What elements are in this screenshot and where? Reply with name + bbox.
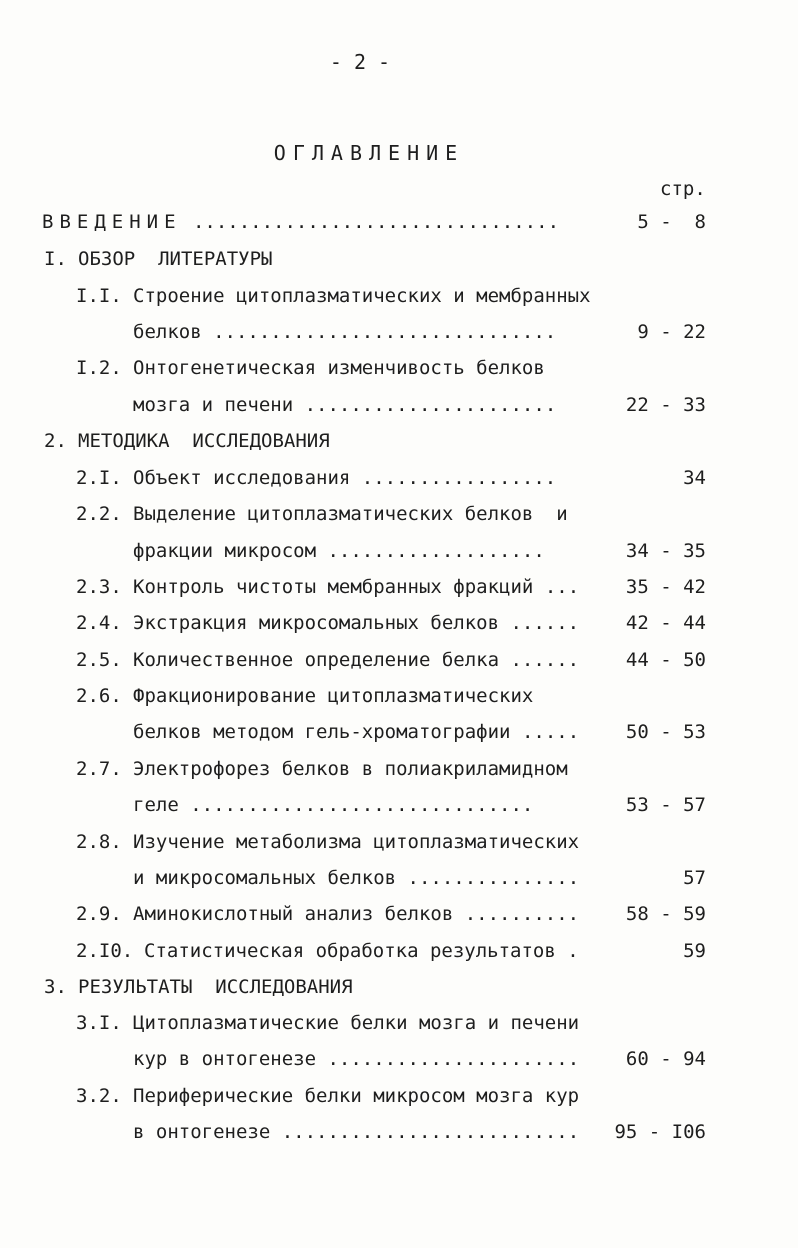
page-column-label: стр. xyxy=(660,178,706,200)
toc-line-text: кур в онтогенезе ...................... xyxy=(133,1048,580,1070)
toc-leader-dots: ................... xyxy=(316,540,545,562)
toc-line-text: Периферические белки микросом мозга кур xyxy=(133,1085,580,1107)
toc-line-text: Аминокислотный анализ белков .......... xyxy=(133,903,580,925)
toc-line xyxy=(0,869,798,893)
toc-line-number: 3. xyxy=(44,976,67,998)
document-title: ОГЛАВЛЕНИЕ xyxy=(273,141,465,165)
toc-line-text: Количественное определение белка ...... xyxy=(133,649,580,671)
toc-line xyxy=(0,1050,798,1074)
toc-page-range: 58 - 59 xyxy=(625,903,706,925)
toc-line-text: Изучение метаболизма цитоплазматических xyxy=(133,831,580,853)
toc-line-number: 2. xyxy=(44,430,67,452)
toc-line-number: 2.6. xyxy=(76,685,122,707)
toc-line xyxy=(0,359,798,383)
toc-page-range: 53 - 57 xyxy=(625,794,706,816)
toc-line xyxy=(0,323,798,347)
toc-line-text: белков методом гель-хроматографии ..... xyxy=(133,721,580,743)
toc-line-number: I.2. xyxy=(76,357,122,379)
toc-line-text: белков .............................. xyxy=(133,321,557,343)
toc-line-number: 3.I. xyxy=(76,1012,122,1034)
toc-line xyxy=(0,469,798,493)
toc-leader-dots: ...................... xyxy=(316,1048,580,1070)
toc-line-number: 2.5. xyxy=(76,649,122,671)
toc-line xyxy=(0,723,798,747)
toc-line-text: Выделение цитоплазматических белков и xyxy=(133,503,568,525)
toc-page-range: 22 - 33 xyxy=(625,394,706,416)
toc-page-range: 34 xyxy=(683,467,706,489)
toc-line-number: 2.7. xyxy=(76,758,122,780)
toc-leader-dots: ...... xyxy=(499,612,580,634)
toc-line xyxy=(0,942,798,966)
toc-leader-dots: .............................. xyxy=(178,794,534,816)
toc-line xyxy=(0,796,798,820)
toc-leader-dots: .......... xyxy=(453,903,580,925)
toc-line-text: Строение цитоплазматических и мембранных xyxy=(133,285,591,307)
toc-line-text: Онтогенетическая изменчивость белков xyxy=(133,357,545,379)
toc-line-text: Фракционирование цитоплазматических xyxy=(133,685,534,707)
toc-line-text: МЕТОДИКА ИССЛЕДОВАНИЯ xyxy=(78,430,330,452)
toc-leader-dots: ............... xyxy=(396,867,580,889)
toc-line-number: 2.2. xyxy=(76,503,122,525)
toc-line xyxy=(0,978,798,1002)
toc-leader-dots: ..... xyxy=(510,721,580,743)
toc-line-text: Электрофорез белков в полиакриламидном xyxy=(133,758,568,780)
toc-line-text: Контроль чистоты мембранных фракций ... xyxy=(133,576,580,598)
toc-page-range: 57 xyxy=(683,867,706,889)
toc-page-range: 9 - 22 xyxy=(637,321,706,343)
toc-line xyxy=(0,1014,798,1038)
toc-line-number: 2.3. xyxy=(76,576,122,598)
toc-line-text: мозга и печени ...................... xyxy=(133,394,557,416)
toc-line-number: I. xyxy=(44,248,67,270)
toc-line xyxy=(0,833,798,857)
toc-line-text: геле .............................. xyxy=(133,794,534,816)
toc-line xyxy=(0,760,798,784)
toc-line-number: 2.I0. xyxy=(76,940,134,962)
toc-line xyxy=(0,905,798,929)
toc-line-text: ОБЗОР ЛИТЕРАТУРЫ xyxy=(78,248,273,270)
toc-line-text: Статистическая обработка результатов . xyxy=(144,940,579,962)
toc-line-text: и микросомальных белков ............... xyxy=(133,867,580,889)
toc-line xyxy=(0,1123,798,1147)
toc-page-range: 50 - 53 xyxy=(625,721,706,743)
toc-page-range: 34 - 35 xyxy=(625,540,706,562)
toc-line xyxy=(0,213,798,237)
toc-line xyxy=(0,651,798,675)
toc-page-range: 95 - I06 xyxy=(614,1121,706,1143)
toc-line-number: 2.8. xyxy=(76,831,122,853)
toc-line xyxy=(0,396,798,420)
toc-line-number: 3.2. xyxy=(76,1085,122,1107)
toc-line-number: 2.9. xyxy=(76,903,122,925)
toc-line xyxy=(0,578,798,602)
toc-line-text: РЕЗУЛЬТАТЫ ИССЛЕДОВАНИЯ xyxy=(78,976,353,998)
toc-leader-dots: .............................. xyxy=(201,321,557,343)
toc-leader-dots: .......................... xyxy=(270,1121,580,1143)
toc-leader-dots: ................. xyxy=(350,467,557,489)
toc-leader-dots: ................................ xyxy=(181,211,560,233)
toc-line-number: 2.4. xyxy=(76,612,122,634)
toc-line xyxy=(0,432,798,456)
toc-line xyxy=(0,505,798,529)
toc-line-text: в онтогенезе .......................... xyxy=(133,1121,580,1143)
toc-page-range: 5 - 8 xyxy=(637,211,706,233)
toc-line xyxy=(0,250,798,274)
toc-line xyxy=(0,287,798,311)
toc-page-range: 44 - 50 xyxy=(625,649,706,671)
toc-page-range: 35 - 42 xyxy=(625,576,706,598)
toc-line-text: фракции микросом ................... xyxy=(133,540,545,562)
toc-line-number: I.I. xyxy=(76,285,122,307)
toc-leader-dots: ...................... xyxy=(293,394,557,416)
toc-leader-dots: . xyxy=(555,940,579,962)
toc-line-text: Объект исследования ................. xyxy=(133,467,557,489)
toc-page-range: 60 - 94 xyxy=(625,1048,706,1070)
toc-line xyxy=(0,542,798,566)
toc-line xyxy=(0,1087,798,1111)
toc-line-number: 2.I. xyxy=(76,467,122,489)
toc-line-text: Экстракция микросомальных белков ...... xyxy=(133,612,580,634)
toc-leader-dots: ...... xyxy=(499,649,580,671)
toc-page-range: 59 xyxy=(683,940,706,962)
toc-line-text: ВВЕДЕНИЕ ................................ xyxy=(42,211,560,233)
toc-line xyxy=(0,687,798,711)
page-number: - 2 - xyxy=(329,50,391,74)
toc-leader-dots: ... xyxy=(533,576,580,598)
toc-line xyxy=(0,614,798,638)
toc-line-text: Цитоплазматические белки мозга и печени xyxy=(133,1012,580,1034)
toc-page-range: 42 - 44 xyxy=(625,612,706,634)
